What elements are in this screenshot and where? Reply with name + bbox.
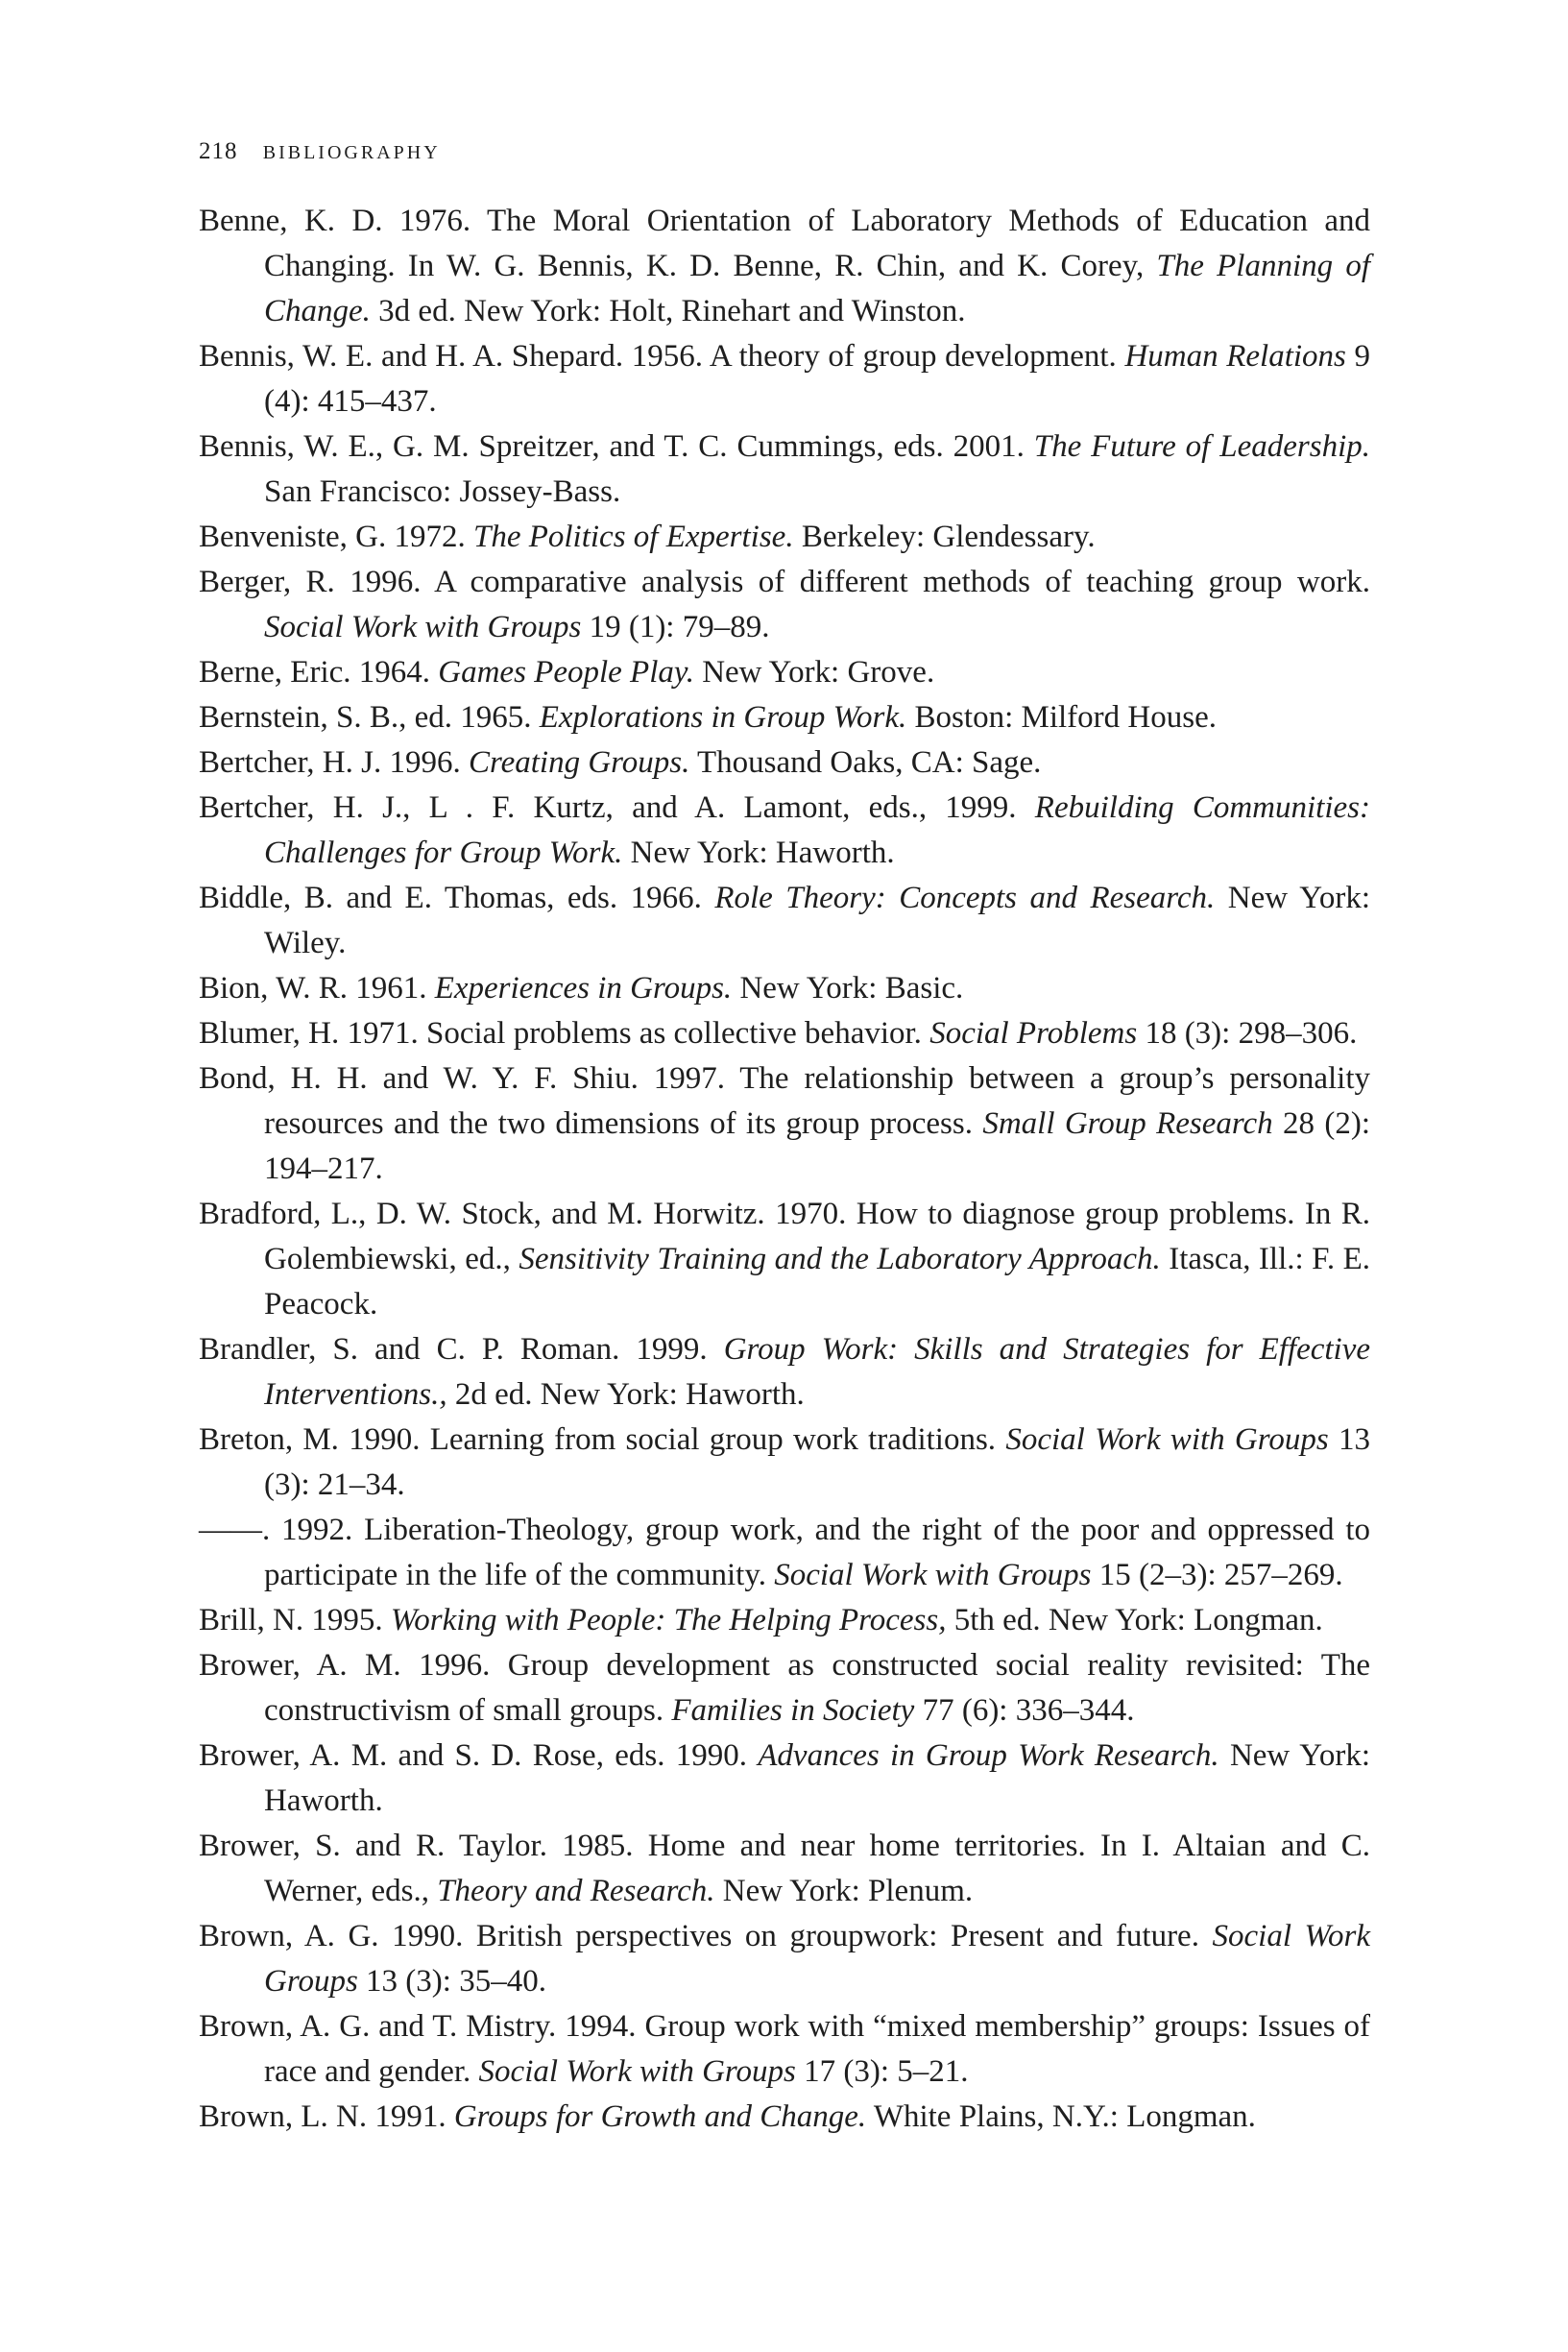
bibliography-entry [199, 1056, 1370, 1192]
entry-details: New York: Grove. [693, 655, 935, 690]
bibliography-entry [199, 740, 1370, 786]
entry-text: Breton, M. 1990. Learning from social group work traditions. [199, 1422, 1006, 1457]
entry-text: ——. 1992. Liberation-Theology, group work, and the right of the poor and oppressed to participate in the life of the community. [199, 1513, 1370, 1592]
bibliography-entry [199, 1598, 1370, 1643]
entry-details: White Plains, N.Y.: Longman. [866, 2099, 1256, 2134]
entry-text: Brown, A. G. 1990. British perspectives on groupwork: Present and future. [199, 1919, 1213, 1953]
entry-title: Creating Groups. [468, 745, 690, 780]
entry-details: 3d ed. New York: Holt, Rinehart and Winston. [370, 294, 966, 328]
entry-text: Brown, A. G. and T. Mistry. 1994. Group work with “mixed membership” groups: Issues of race and gender. [199, 2009, 1370, 2089]
entry-title: Sensitivity Training and the Laboratory Approach. [519, 1242, 1161, 1276]
entry-details: New York: Plenum. [714, 1874, 974, 1908]
bibliography-entry [199, 424, 1370, 515]
entry-title: Social Work with Groups [478, 2054, 796, 2089]
bibliography-entry [199, 695, 1370, 740]
bibliography-entry [199, 1643, 1370, 1734]
bibliography-entry [199, 1418, 1370, 1508]
entry-text: Bertcher, H. J. 1996. [199, 745, 469, 780]
entry-title: Group Work: Skills and Strategies for Effective Interventions., [264, 1332, 1370, 1412]
entry-text: Brower, S. and R. Taylor. 1985. Home and near home territories. In I. Altaian and C. Werner, eds., [199, 1829, 1370, 1908]
entry-details: 19 (1): 79–89. [581, 610, 770, 644]
entry-details: Berkeley: Glendessary. [793, 520, 1096, 554]
entry-details: 17 (3): 5–21. [795, 2054, 969, 2089]
bibliography-entry [199, 2004, 1370, 2095]
bibliography-entry [199, 1508, 1370, 1598]
entry-text: Bond, H. H. and W. Y. F. Shiu. 1997. The relationship between a group’s personality resources and the two dimensions of its group process. [199, 1061, 1370, 1141]
entry-text: Blumer, H. 1971. Social problems as collective behavior. [199, 1016, 930, 1051]
entry-details: 13 (3): 21–34. [264, 1422, 1371, 1502]
entry-title: Role Theory: Concepts and Research. [714, 881, 1216, 915]
entry-title: The Politics of Expertise. [472, 520, 794, 554]
bibliography-entry [199, 1327, 1370, 1418]
entry-title: Advances in Group Work Research. [758, 1738, 1219, 1773]
entry-text: Benveniste, G. 1972. [199, 520, 473, 554]
entry-details: 15 (2–3): 257–269. [1091, 1558, 1343, 1592]
entry-details: Thousand Oaks, CA: Sage. [689, 745, 1042, 780]
entry-text: Brown, L. N. 1991. [199, 2099, 454, 2134]
bibliography-entry [199, 786, 1370, 876]
bibliography-page [199, 133, 1370, 2140]
entry-title: Families in Society [671, 1693, 915, 1728]
entry-title: Social Work with Groups [1005, 1422, 1329, 1457]
entry-text: Bernstein, S. B., ed. 1965. [199, 700, 540, 735]
entry-text: Bennis, W. E., G. M. Spreitzer, and T. C. Cummings, eds. 2001. [199, 429, 1034, 464]
entry-text: Bennis, W. E. and H. A. Shepard. 1956. A theory of group development. [199, 339, 1125, 374]
bibliography-entry [199, 1914, 1370, 2004]
bibliography-entry [199, 1192, 1370, 1327]
bibliography-entry [199, 650, 1370, 695]
entry-text: Biddle, B. and E. Thomas, eds. 1966. [199, 881, 715, 915]
entry-details: New York: Basic. [732, 971, 964, 1006]
entry-details: San Francisco: Jossey-Bass. [264, 474, 621, 509]
entry-title: Experiences in Groups. [434, 971, 733, 1006]
bibliography-entry [199, 515, 1370, 560]
running-header [199, 133, 1370, 172]
entry-details: New York: Haworth. [264, 1738, 1370, 1818]
entry-title: Games People Play. [438, 655, 694, 690]
entry-text: Bradford, L., D. W. Stock, and M. Horwitz. 1970. How to diagnose group problems. In R. Golembiewski, ed., [199, 1197, 1370, 1276]
entry-details: 28 (2): 194–217. [264, 1106, 1370, 1186]
entry-title: Rebuilding Communities: Challenges for Group Work. [264, 790, 1370, 870]
entry-title: Groups for Growth and Change. [453, 2099, 867, 2134]
entry-text: Benne, K. D. 1976. The Moral Orientation of Laboratory Methods of Education and Changing. In W. G. Bennis, K. D. Benne, R. Chin, and K. Corey, [199, 204, 1370, 283]
bibliography-entry [199, 334, 1370, 424]
entry-text: Bion, W. R. 1961. [199, 971, 435, 1006]
entry-title: Social Work with Groups [264, 610, 582, 644]
entry-details: 5th ed. New York: Longman. [946, 1603, 1323, 1637]
bibliography-entry [199, 876, 1370, 966]
entry-details: 77 (6): 336–344. [914, 1693, 1135, 1728]
entry-details: Boston: Milford House. [906, 700, 1217, 735]
entry-title: Human Relations [1124, 339, 1346, 374]
entry-text: Brower, A. M. and S. D. Rose, eds. 1990. [199, 1738, 759, 1773]
bibliography-entry [199, 1734, 1370, 1824]
bibliography-list [199, 199, 1370, 2140]
entry-title: The Planning of Change. [264, 249, 1370, 328]
entry-text: Bertcher, H. J., L . F. Kurtz, and A. Lamont, eds., 1999. [199, 790, 1035, 825]
entry-details: 9 (4): 415–437. [264, 339, 1370, 419]
entry-title: Social Work Groups [264, 1919, 1371, 1999]
entry-title: Social Problems [929, 1016, 1138, 1051]
entry-title: Theory and Research. [437, 1874, 715, 1908]
entry-title: Working with People: The Helping Process, [390, 1603, 947, 1637]
page-number: 218 [199, 138, 238, 164]
entry-title: Small Group Research [982, 1106, 1273, 1141]
entry-details: Itasca, Ill.: F. E. Peacock. [264, 1242, 1370, 1321]
bibliography-entry [199, 2095, 1370, 2140]
bibliography-entry [199, 1011, 1370, 1056]
bibliography-entry [199, 1824, 1370, 1914]
entry-title: The Future of Leadership. [1033, 429, 1370, 464]
section-title: BIBLIOGRAPHY [262, 142, 441, 163]
entry-text: Brill, N. 1995. [199, 1603, 391, 1637]
entry-text: Berger, R. 1996. A comparative analysis of different methods of teaching group work. [199, 565, 1370, 599]
entry-title: Explorations in Group Work. [539, 700, 907, 735]
entry-details: 18 (3): 298–306. [1137, 1016, 1358, 1051]
entry-text: Berne, Eric. 1964. [199, 655, 439, 690]
bibliography-entry [199, 966, 1370, 1011]
entry-title: Social Work with Groups [774, 1558, 1092, 1592]
entry-text: Brower, A. M. 1996. Group development as constructed social reality revisited: The constructivism of small groups. [199, 1648, 1370, 1728]
entry-text: Brandler, S. and C. P. Roman. 1999. [199, 1332, 724, 1367]
entry-details: New York: Haworth. [622, 836, 895, 870]
entry-details: New York: Wiley. [264, 881, 1370, 960]
entry-details: 2d ed. New York: Haworth. [446, 1377, 805, 1412]
bibliography-entry [199, 560, 1370, 650]
bibliography-entry [199, 199, 1370, 334]
entry-details: 13 (3): 35–40. [357, 1964, 546, 1999]
